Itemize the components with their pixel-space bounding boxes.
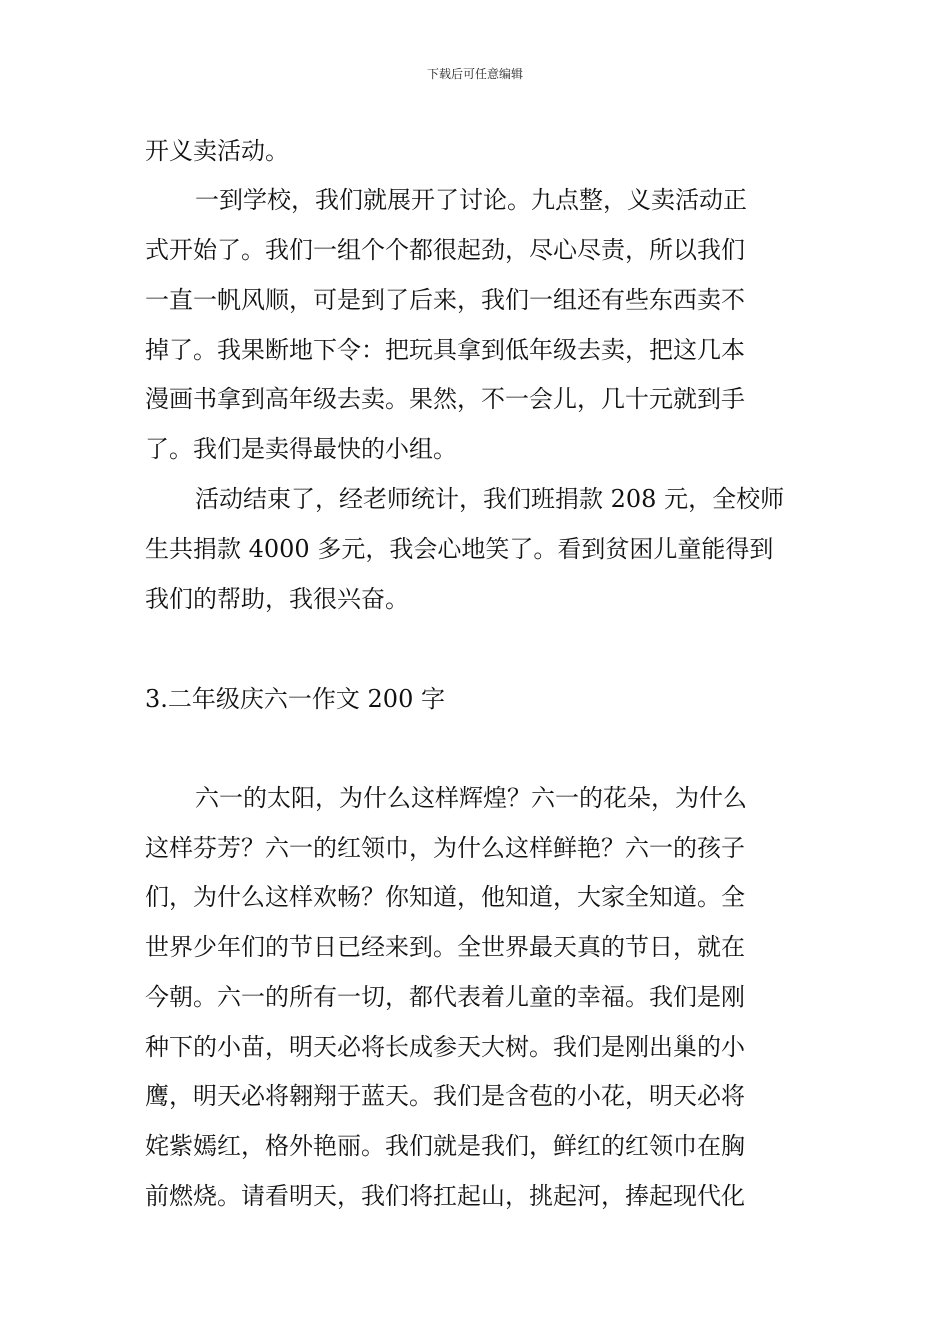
paragraph-line: 漫画书拿到高年级去卖。果然，不一会儿，几十元就到手 bbox=[145, 385, 745, 413]
paragraph-line: 式开始了。我们一组个个都很起劲，尽心尽责，所以我们 bbox=[145, 236, 745, 264]
essay-line: 六一的太阳，为什么这样辉煌？六一的花朵，为什么 bbox=[195, 784, 747, 812]
essay-line: 种下的小苗，明天必将长成参天大树。我们是刚出巢的小 bbox=[145, 1033, 745, 1061]
paragraph-line: 开义卖活动。 bbox=[145, 137, 289, 165]
paragraph-line: 活动结束了，经老师统计，我们班捐款 208 元，全校师 bbox=[195, 485, 785, 513]
essay-line: 世界少年们的节日已经来到。全世界最天真的节日，就在 bbox=[145, 933, 745, 961]
paragraph-line: 我们的帮助，我很兴奋。 bbox=[145, 585, 409, 613]
paragraph-line: 一到学校，我们就展开了讨论。九点整，义卖活动正 bbox=[195, 186, 747, 214]
essay-line: 姹紫嫣红，格外艳丽。我们就是我们，鲜红的红领巾在胸 bbox=[145, 1132, 745, 1160]
essay-line: 前燃烧。请看明天，我们将扛起山，挑起河，捧起现代化 bbox=[145, 1182, 745, 1210]
section-heading: 3.二年级庆六一作文 200 字 bbox=[145, 685, 445, 713]
essay-line: 们，为什么这样欢畅？你知道，他知道，大家全知道。全 bbox=[145, 883, 745, 911]
essay-line: 这样芬芳？六一的红领巾，为什么这样鲜艳？六一的孩子 bbox=[145, 834, 745, 862]
paragraph-line: 了。我们是卖得最快的小组。 bbox=[145, 435, 457, 463]
essay-line: 鹰，明天必将翱翔于蓝天。我们是含苞的小花，明天必将 bbox=[145, 1082, 745, 1110]
paragraph-line: 掉了。我果断地下令：把玩具拿到低年级去卖，把这几本 bbox=[145, 336, 745, 364]
paragraph-line: 生共捐款 4000 多元，我会心地笑了。看到贫困儿童能得到 bbox=[145, 535, 774, 563]
page-header: 下载后可任意编辑 bbox=[426, 67, 523, 81]
paragraph-line: 一直一帆风顺，可是到了后来，我们一组还有些东西卖不 bbox=[145, 286, 745, 314]
essay-line: 今朝。六一的所有一切，都代表着儿童的幸福。我们是刚 bbox=[145, 983, 745, 1011]
